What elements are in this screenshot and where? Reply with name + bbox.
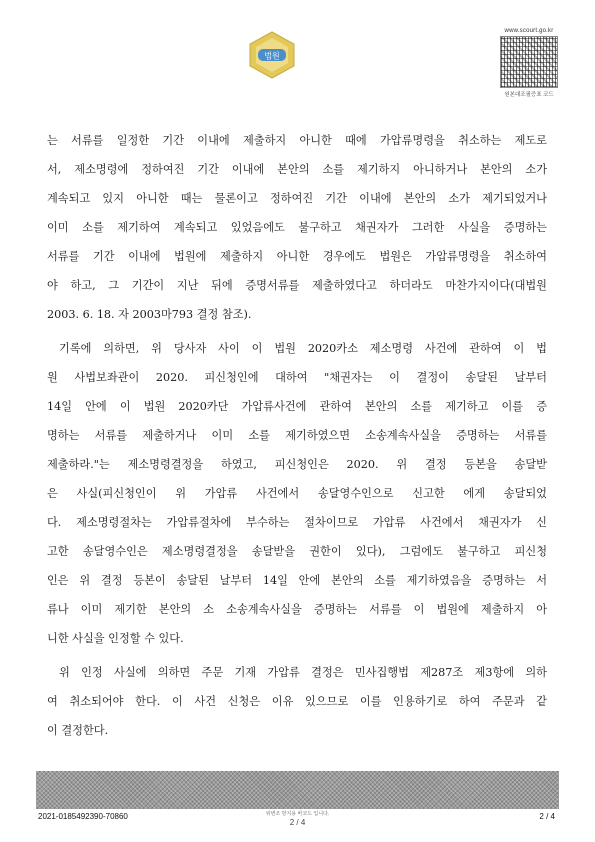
body-line: 이미 소를 제기하여 계속되고 있었음에도 불구하고 채권자가 그러한 사실을 증명하는 [47, 221, 547, 234]
body-line: 서류를 기간 이내에 법원에 제출하지 아니한 경우에도 법원은 가압류명령을 취소하여 [47, 250, 547, 263]
body-line: 이 결정한다. [47, 724, 109, 737]
body-line: 명하는 서류를 제출하거나 이미 소를 제기하였으면 소송계속사실을 증명하는 서류를 [47, 429, 547, 442]
anti-forgery-barcode-band [36, 771, 559, 809]
qr-code-icon [500, 36, 558, 88]
body-line: 고한 송달영수인은 제소명령결정을 송달받을 권한이 있다), 그럼에도 불구하고 피신청 [47, 545, 547, 558]
court-emblem-icon [247, 30, 297, 80]
body-line: 인은 위 결정 등본이 송달된 날부터 14일 안에 본안의 소를 제기하였음을 증명하는 서 [47, 574, 547, 587]
qr-url-text: www.scourt.go.kr [504, 28, 554, 34]
body-line: 니한 사실을 인정할 수 있다. [47, 632, 184, 645]
emblem-text: 법원 [264, 51, 280, 61]
body-line: 원 사법보좌관이 2020. 피신청인에 대하여 "채권자는 이 결정이 송달된 날부터 [47, 371, 547, 384]
body-line: 14일 안에 이 법원 2020카단 가압류사건에 관하여 본안의 소를 제기하고 이를 증 [47, 400, 547, 413]
body-line: 야 하고, 그 기간이 지난 뒤에 증명서류를 제출하였다고 하더라도 마찬가지이다(대법원 [47, 279, 547, 292]
qr-caption-text: 원본대조필증표 코드 [504, 92, 554, 98]
body-line: 위 인정 사실에 의하면 주문 기재 가압류 결정은 민사집행법 제287조 제3항에 의하 [59, 666, 547, 679]
court-emblem-logo [247, 30, 297, 80]
body-line: 서, 제소명령에 정하여진 기간 이내에 본안의 소를 제기하지 아니하거나 본안의 소가 [47, 163, 547, 176]
body-line: 계속되고 있지 아니한 때는 물론이고 정하여진 기간 이내에 본안의 소가 제기되었거나 [47, 192, 547, 205]
body-line: 제출하라."는 제소명령결정을 하였고, 피신청인은 2020. 위 결정 등본을 송달받 [47, 458, 547, 471]
page-indicator: 2 / 4 [539, 812, 555, 821]
body-line: 기록에 의하면, 위 당사자 사이 이 법원 2020카소 제소명령 사건에 관하여 이 법 [59, 342, 547, 355]
barcode-note: 위변조 방지용 바코드 입니다. [265, 811, 330, 817]
document-number: 2021-0185492390-70860 [38, 812, 128, 821]
verification-qr-block [497, 28, 561, 98]
body-line: 류나 이미 제기한 본안의 소 소송계속사실을 증명하는 서류를 이 법원에 제출하지 아 [47, 603, 547, 616]
body-line: 다. 제소명령절차는 가압류절차에 부수하는 절차이므로 가압류 사건에서 채권자가 신 [47, 516, 547, 529]
body-line: 여 취소되어야 한다. 이 사건 신청은 이유 있으므로 이를 인용하기로 하여 주문과 같 [47, 695, 547, 708]
body-line: 는 서류를 일정한 기간 이내에 제출하지 아니한 때에 가압류명령을 취소하는 제도로 [47, 134, 547, 147]
body-line: 2003. 6. 18. 자 2003마793 결정 참조). [47, 308, 252, 321]
page-indicator-center: 2 / 4 [289, 818, 306, 827]
document-body [47, 126, 547, 745]
body-line: 은 사실(피신청인이 위 가압류 사건에서 송달영수인으로 신고한 에게 송달되었 [47, 487, 547, 500]
